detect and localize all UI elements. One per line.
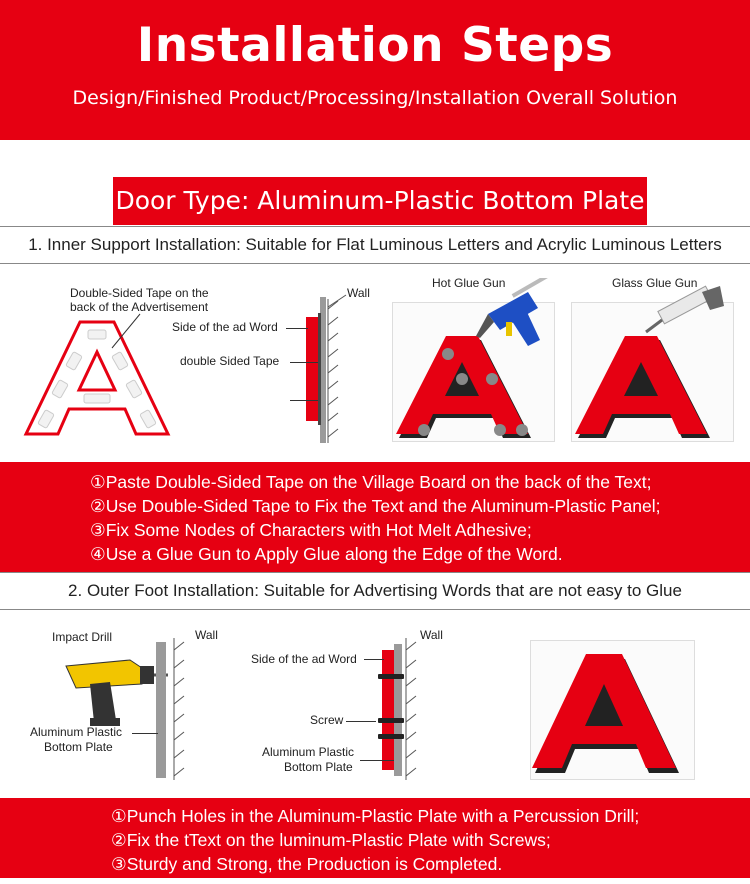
wall-b-label: Wall (420, 628, 443, 642)
step2-heading: 2. Outer Foot Installation: Suitable for Advertising Words that are not easy to Glue (0, 572, 750, 610)
wall-label: Wall (347, 286, 370, 300)
hot-glue-label: Hot Glue Gun (432, 276, 506, 290)
step1-instruction-2: ②Use Double-Sided Tape to Fix the Text and the Aluminum-Plastic Panel; (90, 496, 661, 516)
side-word-pointer (286, 328, 308, 329)
tape-pointer-line (100, 312, 160, 352)
tape-label-line2: back of the Advertisement (70, 300, 209, 314)
alu-b-pointer (360, 760, 394, 761)
step1-instruction-3: ③Fix Some Nodes of Characters with Hot Melt Adhesive; (90, 520, 532, 540)
double-tape-label: double Sided Tape (180, 354, 280, 368)
page-subtitle: Design/Finished Product/Processing/Installation Overall Solution (72, 87, 678, 109)
step2-instruction-1: ①Punch Holes in the Aluminum-Plastic Plate with a Percussion Drill; (111, 806, 640, 826)
step1-heading: 1. Inner Support Installation: Suitable for Flat Luminous Letters and Acrylic Luminous Letters (0, 226, 750, 264)
side-word-label: Side of the ad Word (172, 320, 278, 334)
impact-drill-label: Impact Drill (52, 630, 113, 644)
wall-section-2-icon (150, 636, 210, 782)
alu-b-label-line2: Bottom Plate (284, 760, 353, 774)
wall-section-icon (290, 285, 360, 445)
step2-instruction-3: ③Sturdy and Strong, the Production is Completed. (111, 854, 503, 874)
door-type-badge: Door Type: Aluminum-Plastic Bottom Plate (113, 177, 647, 225)
step2-instruction-2: ②Fix the tText on the luminum-Plastic Plate with Screws; (111, 830, 551, 850)
wall-a-label: Wall (195, 628, 218, 642)
step1-instructions (0, 462, 750, 572)
alu-b-label-line1: Aluminum Plastic (262, 745, 355, 759)
screw-pointer (346, 721, 376, 722)
glass-glue-gun-icon (640, 284, 730, 344)
page-title: Installation Steps (136, 18, 614, 73)
side-word-2-pointer (364, 659, 384, 660)
glass-glue-label: Glass Glue Gun (612, 276, 698, 290)
step1-instruction-4: ④Use a Glue Gun to Apply Glue along the Edge of the Word. (90, 544, 563, 564)
alu-a-pointer (132, 733, 158, 734)
hot-glue-gun-icon (470, 278, 560, 358)
step1-instruction-1: ①Paste Double-Sided Tape on the Village Board on the back of the Text; (90, 472, 652, 492)
double-tape-pointer (290, 362, 318, 363)
step2-instructions (0, 798, 750, 878)
alu-a-label-line1: Aluminum Plastic (30, 725, 123, 739)
side-word-2-label: Side of the ad Word (251, 652, 357, 666)
tape-label-line1: Double-Sided Tape on the (70, 286, 209, 300)
double-tape-pointer-2 (290, 400, 318, 401)
finished-letter-panel (530, 640, 695, 780)
screw-label: Screw (310, 713, 344, 727)
alu-a-label-line2: Bottom Plate (44, 740, 113, 754)
